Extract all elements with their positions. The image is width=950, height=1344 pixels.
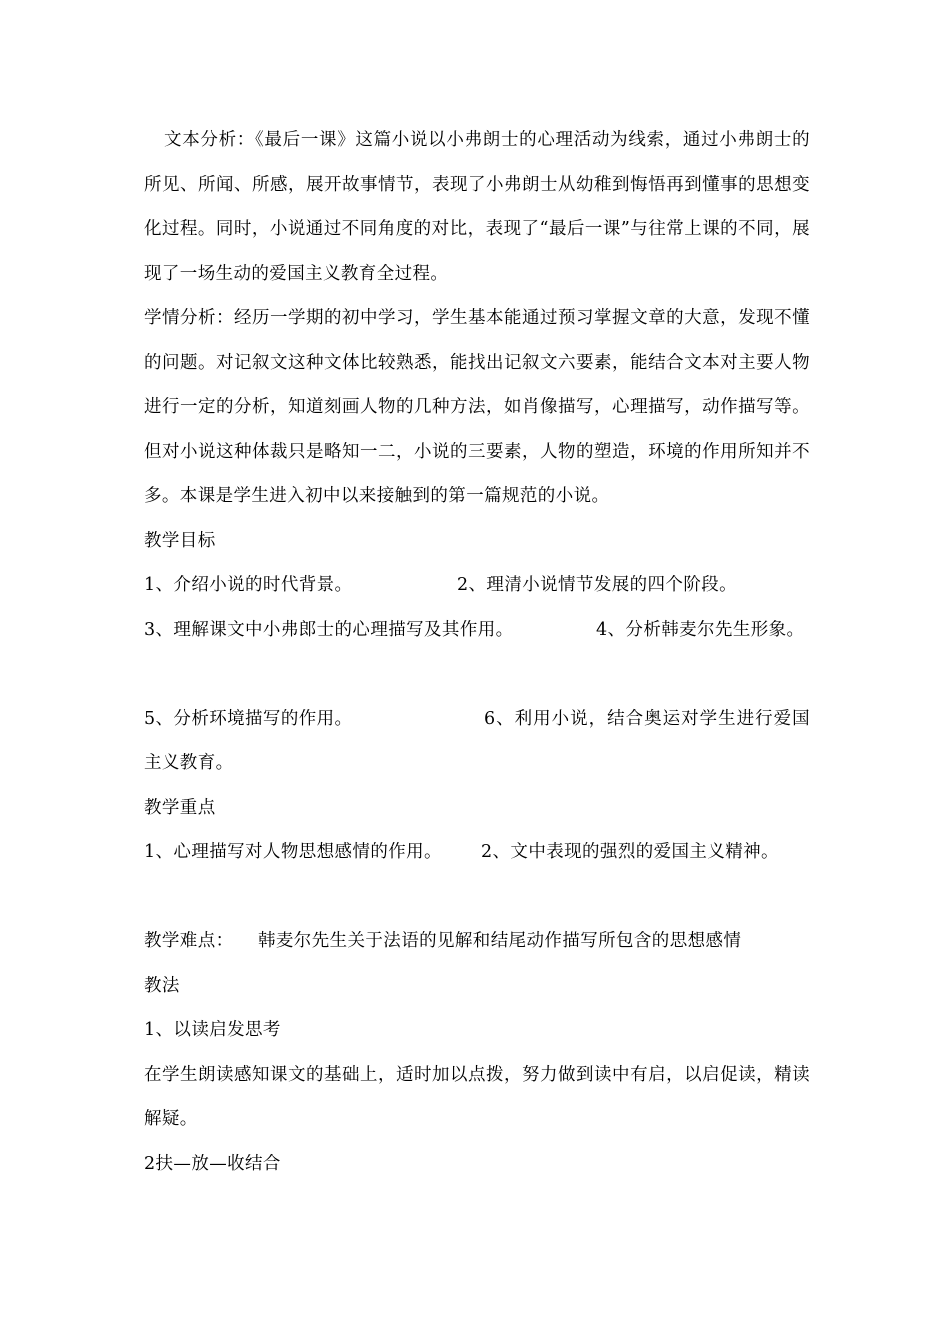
method-1-title: 1、以读启发思考 xyxy=(144,1020,281,1040)
objective-3: 3、理解课文中小弗郎士的心理描写及其作用。 xyxy=(144,619,514,640)
difficulty-row xyxy=(144,919,810,964)
method-1-text: 在学生朗读感知课文的基础上，适时加以点拨，努力做到读中有启，以启促读，精读解疑。 xyxy=(144,1064,810,1129)
document-page xyxy=(144,118,810,1186)
objective-5: 5、分析环境描写的作用。 xyxy=(144,708,353,729)
objective-2: 2、理清小说情节发展的四个阶段。 xyxy=(457,575,738,595)
student-analysis-paragraph: 学情分析：经历一学期的初中学习，学生基本能通过预习掌握文章的大意，发现不懂的问题。对记叙文这种文体比较熟悉，能找出记叙文六要素，能结合文本对主要人物进行一定的分析，知道刻画人物的几种方法，如肖像描写，心理描写，动作描写等。但对小说这种体裁只是略知一二，小说的三要素，人物的塑造，环境的作用所知并不多。本课是学生进入初中以来接触到的第一篇规范的小说。 xyxy=(144,308,810,506)
objective-1: 1、介绍小说的时代背景。 xyxy=(144,575,353,595)
key-points-row xyxy=(144,830,810,875)
key-points-heading: 教学重点 xyxy=(144,797,216,818)
key-point-1: 1、心理描写对人物思想感情的作用。 xyxy=(144,842,442,862)
objective-4: 4、分析韩麦尔先生形象。 xyxy=(596,619,805,640)
text-analysis-paragraph: 文本分析：《最后一课》这篇小说以小弗朗士的心理活动为线索，通过小弗朗士的所见、所闻、所感，展开故事情节，表现了小弗朗士从幼稚到悔悟再到懂事的思想变化过程。同时，小说通过不同角度的对比，表现了“最后一课”与往常上课的不同，展现了一场生动的爱国主义教育全过程。 xyxy=(144,130,810,284)
objectives-row-1 xyxy=(144,563,810,608)
objective-6: 6、利用小说，结合奥运对学生进行爱国主义教育。 xyxy=(144,708,810,773)
difficulty-text: 韩麦尔先生关于法语的见解和结尾动作描写所包含的思想感情 xyxy=(258,931,742,951)
methods-heading: 教法 xyxy=(144,975,180,996)
method-2-title: 2扶—放—收结合 xyxy=(144,1153,281,1174)
objectives-row-3 xyxy=(144,697,810,786)
blank-line xyxy=(144,652,810,697)
objectives-row-2 xyxy=(144,608,810,653)
key-point-2: 2、文中表现的强烈的爱国主义精神。 xyxy=(481,842,779,862)
difficulty-label: 教学难点： xyxy=(144,931,234,951)
blank-line xyxy=(144,875,810,920)
objectives-heading: 教学目标 xyxy=(144,530,216,551)
